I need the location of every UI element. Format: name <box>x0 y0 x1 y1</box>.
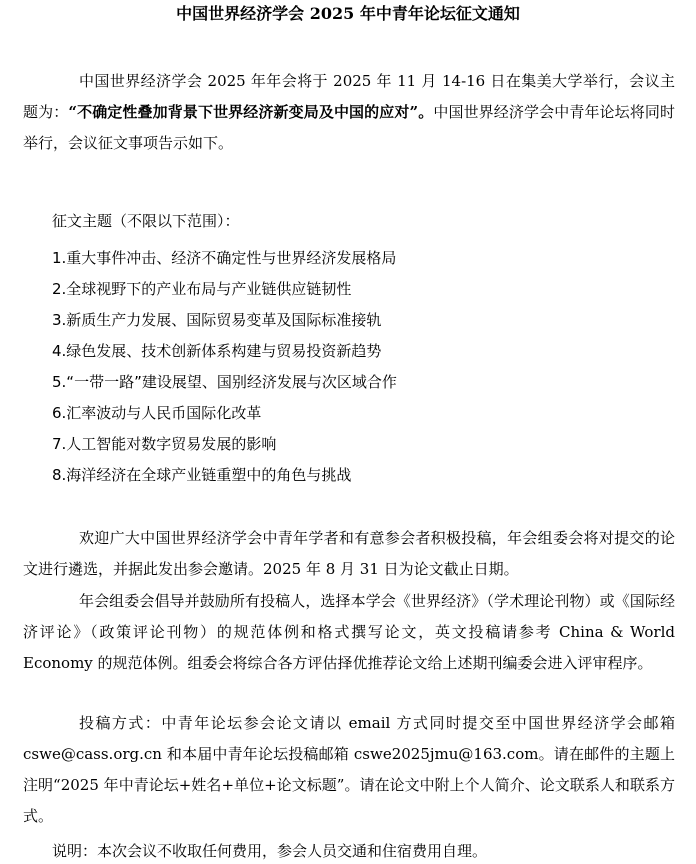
submission-paragraph: 投稿方式：中青年论坛参会论文请以 email 方式同时提交至中国世界经济学会邮箱 cswe@cass.org.cn 和本届中青年论坛投稿邮箱 cswe2025jmu@163.com。请在邮件的主题上注明“2025 年中青论坛+姓名+单位+论文标题”。请在论文中附上个人简介、论文联系人和联系方式。 <box>23 714 675 825</box>
topics-heading: 征文主题（不限以下范围）： <box>52 212 240 230</box>
format-paragraph: 年会组委会倡导并鼓励所有投稿人，选择本学会《世界经济》（学术理论刊物）或《国际经济评论》（政策评论刊物）的规范体例和格式撰写论文，英文投稿请参考 China & World Economy 的规范体例。组委会将综合各方评估择优推荐论文给上述期刊编委会进入评审程序。 <box>23 592 675 672</box>
topic-list <box>52 243 397 491</box>
topic-item: 8.海洋经济在全球产业链重塑中的角色与挑战 <box>52 466 352 484</box>
topic-item: 5.“一带一路”建设展望、国别经济发展与次区域合作 <box>52 373 397 391</box>
page-title: 中国世界经济学会 2025 年中青年论坛征文通知 <box>176 4 520 23</box>
topic-item: 4.绿色发展、技术创新体系构建与贸易投资新趋势 <box>52 342 382 360</box>
intro-text-before: 中国世界经济学会 2025 年年会将于 2025 年 11 月 14-16 日在集美大学举行，会议主题为： <box>23 72 675 121</box>
topic-item: 6.汇率波动与人民币国际化改革 <box>52 404 262 422</box>
intro-text-after: 中国世界经济学会中青年论坛将同时举行，会议征文事项告示如下。 <box>23 103 675 152</box>
note-text: 说明：本次会议不收取任何费用，参会人员交通和住宿费用自理。 <box>52 842 488 860</box>
topic-item: 1.重大事件冲击、经济不确定性与世界经济发展格局 <box>52 249 397 267</box>
call-for-papers-paragraph: 欢迎广大中国世界经济学会中青年学者和有意参会者积极投稿，年会组委会将对提交的论文进行遴选，并据此发出参会邀请。2025 年 8 月 31 日为论文截止日期。 <box>23 529 675 578</box>
topic-item: 3.新质生产力发展、国际贸易变革及国际标准接轨 <box>52 311 382 329</box>
conference-theme: “不确定性叠加背景下世界经济新变局及中国的应对”。 <box>68 103 434 121</box>
topic-item: 2.全球视野下的产业布局与产业链供应链韧性 <box>52 280 352 298</box>
topic-item: 7.人工智能对数字贸易发展的影响 <box>52 435 277 453</box>
intro-paragraph <box>23 66 675 159</box>
